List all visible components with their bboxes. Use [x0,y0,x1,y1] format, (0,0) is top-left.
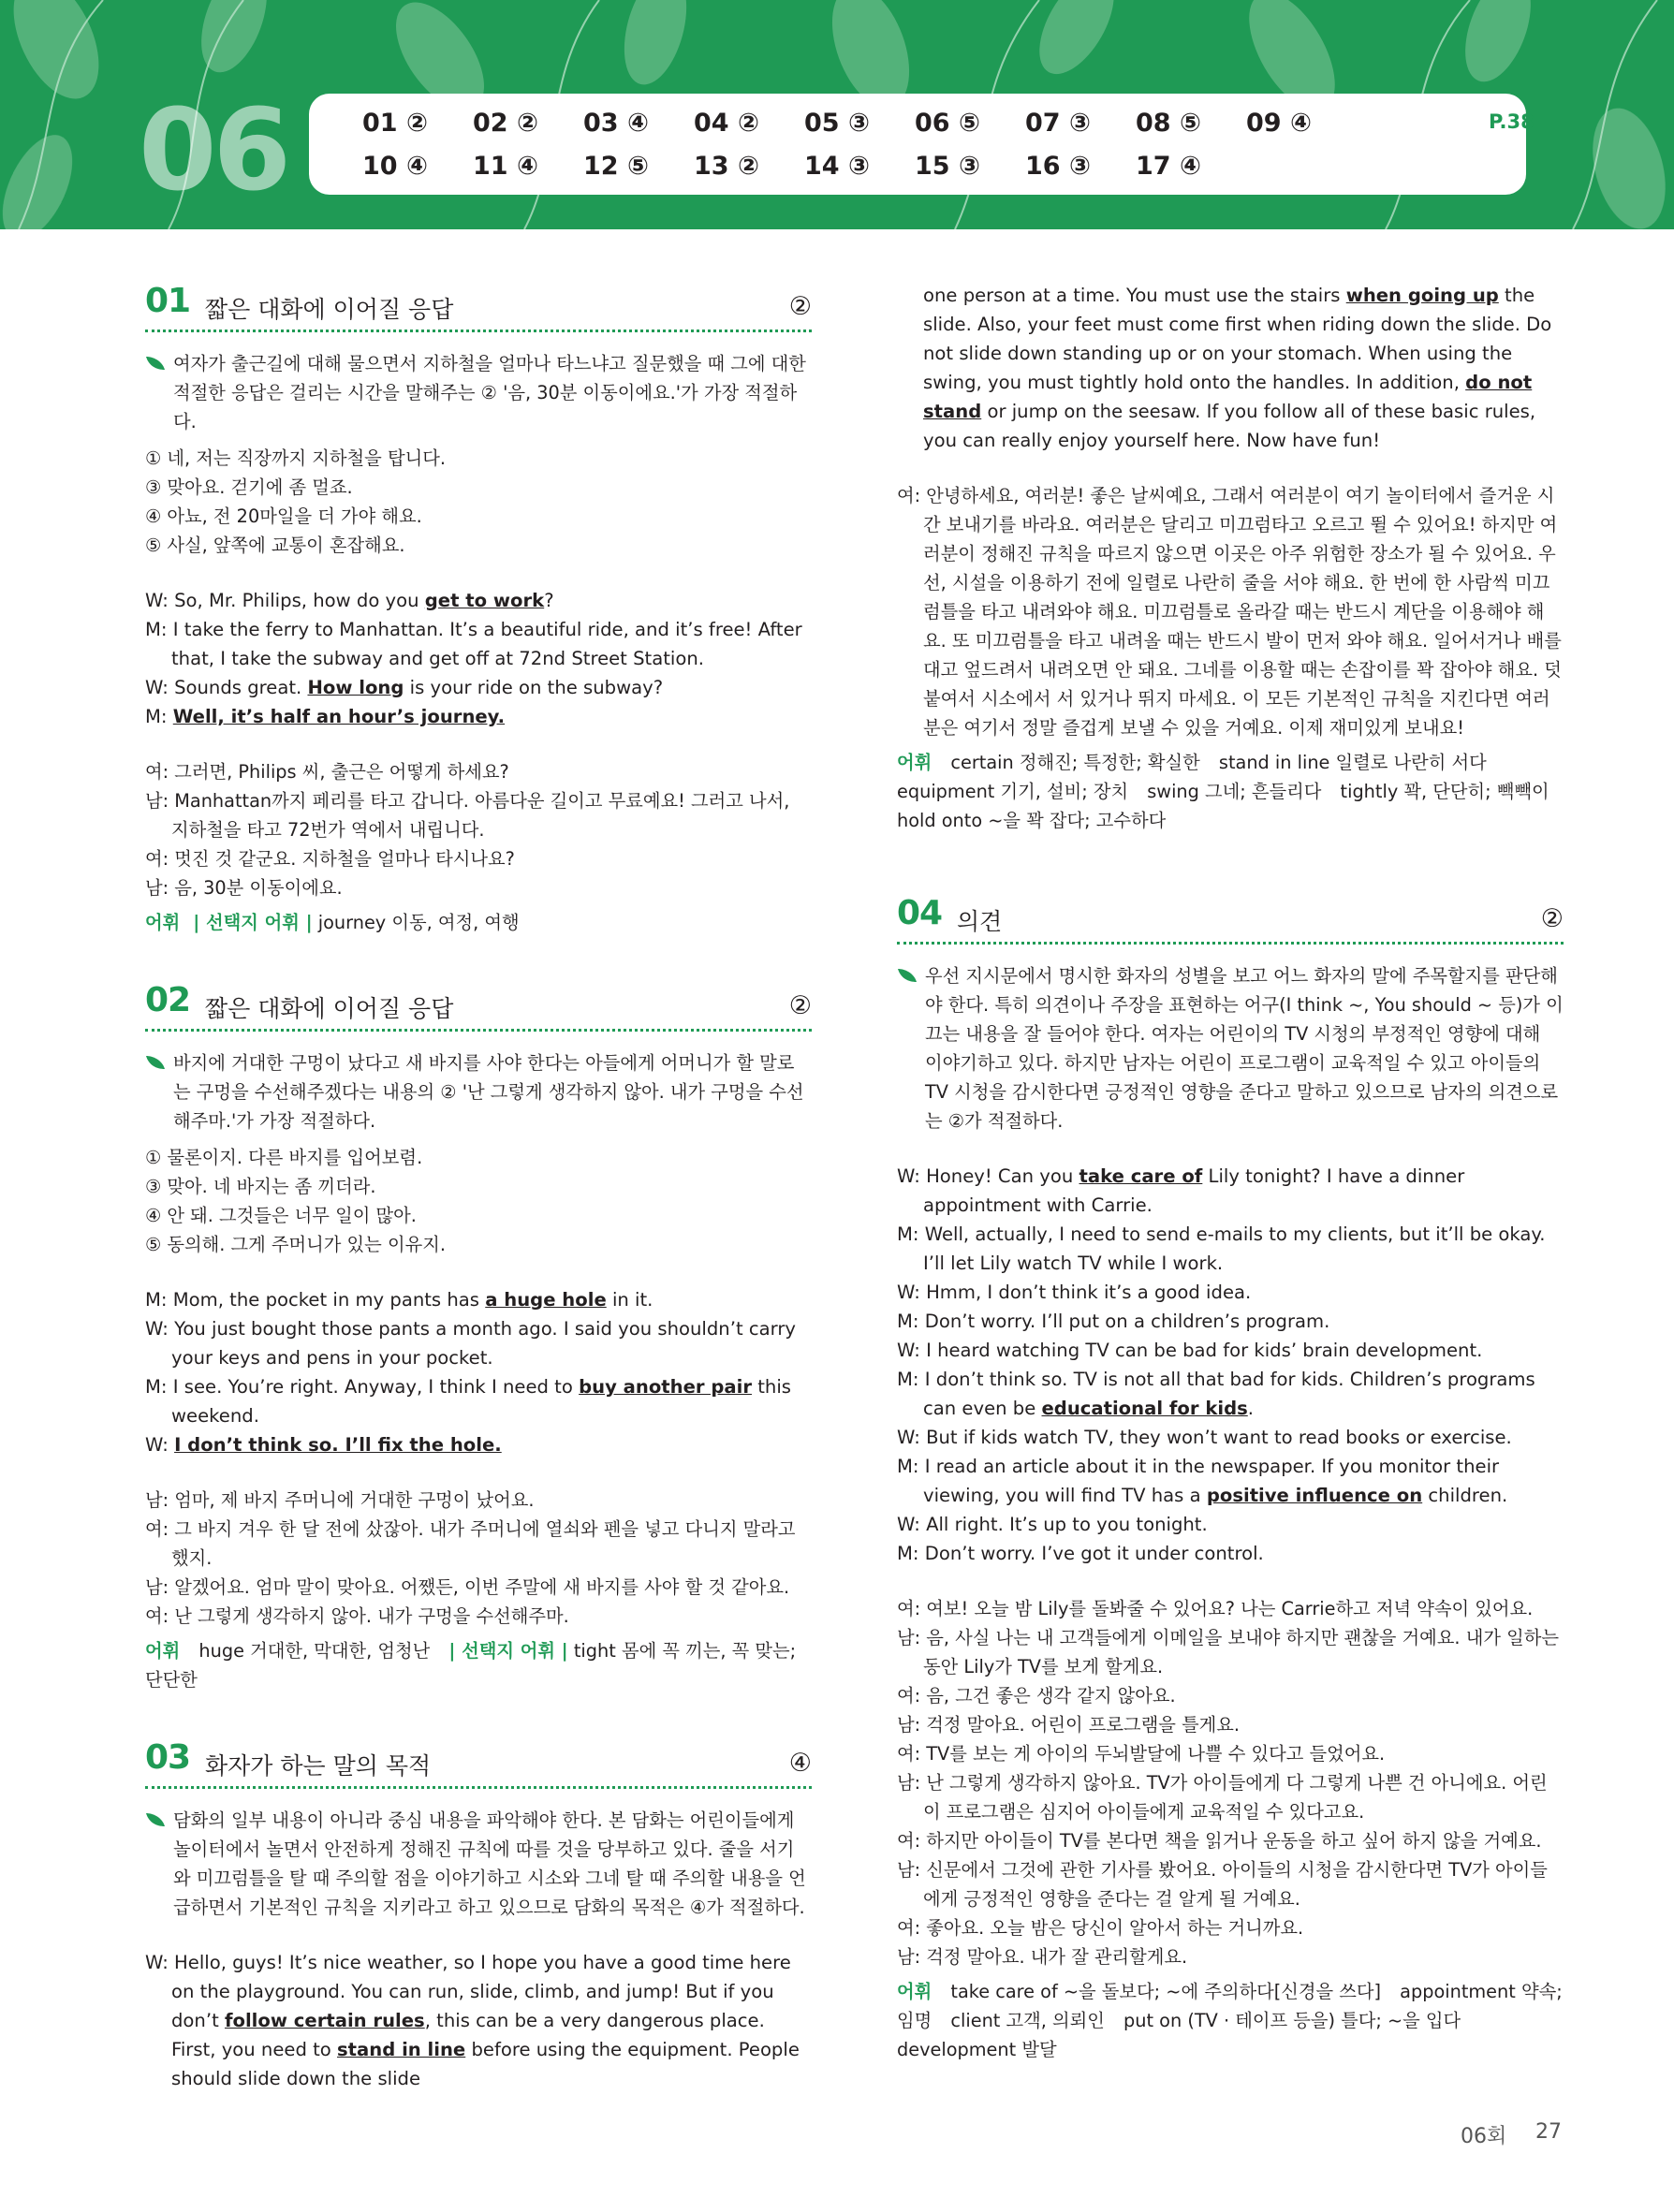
explanation: 바지에 거대한 구멍이 났다고 새 바지를 사야 한다는 아들에게 어머니가 할 말로는 구멍을 수선해주겠다는 내용의 ② '난 그렇게 생각하지 않아. 내가 구멍을 수선해주마.'가 가장 적절하다. [145,1048,812,1135]
dialogue-line: W: Honey! Can you take care of Lily tonight? I have a dinner appointment with Carrie. [897,1165,1465,1216]
section-answer: ② [788,292,812,321]
option-item: ③ 맞아. 네 바지는 좀 끼더라. [145,1176,376,1197]
dialogue-line: M: I see. You’re right. Anyway, I think I need to buy another pair this weekend. [145,1376,791,1427]
translation-line: 여: 음, 그건 좋은 생각 같지 않아요. [897,1685,1176,1707]
section-answer: ② [1540,904,1564,933]
page-reference: P.38 [1489,110,1534,133]
monologue-continuation: one person at a time. You must use the stairs when going up the slide. Also, your feet must come first when riding down the slide. Do not slide down standing up or on your stomach. When using the swing, you must tightly hold onto the handles. In addition, do not stand or jump on the seesaw. If you follow all of these basic rules, you can really enjoy yourself here. Now have fun! [923,285,1552,451]
answer-09: 09 ④ [1246,109,1312,138]
option-item: ① 네, 저는 직장까지 지하철을 탑니다. [145,447,446,469]
option-item: ⑤ 동의해. 그게 주머니가 있는 이유지. [145,1234,446,1255]
translation [145,1486,812,1631]
section-header [145,1738,812,1789]
section-number: 01 [145,282,191,320]
dialogue-line: W: Hmm, I don’t think it’s a good idea. [897,1282,1252,1303]
unit-number: 06 [139,86,287,216]
option-item: ③ 맞아요. 걷기에 좀 멀죠. [145,476,353,498]
translation-line: 여: 멋진 것 같군요. 지하철을 얼마나 타시나요? [145,848,515,870]
answer-05: 05 ③ [804,109,870,138]
dialogue-line: M: Don’t worry. I’ll put on a children’s program. [897,1311,1330,1332]
explanation: 우선 지시문에서 명시한 화자의 성별을 보고 어느 화자의 말에 주목할지를 판단해야 한다. 특히 의견이나 주장을 표현하는 어구(I think ~, You should ~ 등)가 이끄는 내용을 잘 들어야 한다. 여자는 어린이의 TV 시청의 부정적인 영향에 대해 이야기하고 있다. 하지만 남자는 어린이 프로그램이 교육적일 수 있고 아이들의 TV 시청을 감시한다면 긍정적인 영향을 준다고 말하고 있으므로 남자의 의견으로는 ②가 적절하다. [897,961,1564,1135]
section-header [145,981,812,1032]
section-02 [145,981,812,1694]
translation-line: 여: 좋아요. 오늘 밤은 당신이 알아서 하는 거니까요. [897,1917,1304,1939]
translation-line: 남: 걱정 말아요. 내가 잘 관리할게요. [897,1946,1188,1968]
translation-line: 여: 그 바지 겨우 한 달 전에 샀잖아. 내가 주머니에 열쇠와 펜을 넣고 다니지 말라고 했지. [145,1518,796,1569]
dialogue-line: W: Sounds great. How long is your ride on the subway? [145,677,664,698]
section-01 [145,282,812,937]
dialogue-line: W: All right. It’s up to you tonight. [897,1514,1208,1535]
answer-14: 14 ③ [804,152,870,181]
answer-07: 07 ③ [1025,109,1091,138]
vocabulary: 어휘 huge 거대한, 막대한, 엄청난 | 선택지 어휘 | tight 몸에 꼭 끼는, 꼭 맞는; 단단한 [145,1640,797,1691]
answer-04: 04 ② [694,109,759,138]
translation: 여: 안녕하세요, 여러분! 좋은 날씨예요, 그래서 여러분이 여기 놀이터에서 즐거운 시간 보내기를 바라요. 여러분은 달리고 미끄럼타고 오르고 뛸 수 있어요! 하지만 여러분이 정해진 규칙을 따르지 않으면 이곳은 아주 위험한 장소가 될 수 있어요. 우선, 시설을 이용하기 전에 일렬로 나란히 줄을 서야 해요. 한 번에 한 사람씩 미끄럼틀을 타고 내려와야 해요. 미끄럼틀로 올라갈 때는 반드시 계단을 이용해야 해요. 또 미끄럼틀을 타고 내려올 때는 반드시 발이 먼저 와야 해요. 일어서거나 배를 대고 엎드려서 내려오면 안 돼요. 그네를 이용할 때는 손잡이를 꽉 잡아야 해요. 덧붙여서 시소에서 서 있거나 뛰지 마세요. 이 모든 기본적인 규칙을 지킨다면 여러분은 여기서 정말 즐겁게 보낼 수 있을 거예요. 이제 재미있게 보내요! [897,485,1562,739]
section-header [145,282,812,332]
option-list [145,444,812,560]
dialogue [145,586,812,731]
option-item: ④ 아뇨, 전 20마일을 더 가야 해요. [145,505,422,527]
answer-12: 12 ⑤ [583,152,649,181]
translation-line: 여: 여보! 오늘 밤 Lily를 돌봐줄 수 있어요? 나는 Carrie하고 저녁 약속이 있어요. [897,1598,1534,1619]
answer-11: 11 ④ [473,152,538,181]
section-number: 04 [897,894,943,932]
translation-line: 남: 신문에서 그것에 관한 기사를 봤어요. 아이들의 시청을 감시한다면 TV가 아이들에게 긍정적인 영향을 준다는 걸 알게 될 거예요. [897,1859,1548,1910]
explanation: 여자가 출근길에 대해 물으면서 지하철을 얼마나 타느냐고 질문했을 때 그에 대한 적절한 응답은 걸리는 시간을 말해주는 ② '음, 30분 이동이에요.'가 가장 적절하다. [145,349,812,436]
answer-16: 16 ③ [1025,152,1091,181]
section-number: 02 [145,981,191,1019]
header-banner [0,0,1674,229]
section-title: 의견 [957,908,1003,935]
translation-line: 여: 그러면, Philips 씨, 출근은 어떻게 하세요? [145,761,509,783]
left-column [145,281,812,2093]
dialogue-line: M: I read an article about it in the newspaper. If you monitor their viewing, you will find TV has a positive influence on children. [897,1456,1508,1506]
option-item: ⑤ 사실, 앞쪽에 교통이 혼잡해요. [145,535,405,556]
dialogue-line: W: I heard watching TV can be bad for kids’ brain development. [897,1340,1483,1361]
dialogue-line: M: Well, it’s half an hour’s journey. [145,706,506,727]
answer-15: 15 ③ [915,152,980,181]
leaf-icon [145,1811,166,1828]
translation-line: 여: 난 그렇게 생각하지 않아. 내가 구멍을 수선해주마. [145,1605,569,1627]
page-number: 27 [1535,2120,1562,2144]
translation [897,1594,1564,1971]
leaf-icon [897,967,918,984]
right-column [897,281,1564,2064]
answer-10: 10 ④ [362,152,428,181]
section-answer: ④ [788,1749,812,1778]
dialogue-line: W: But if kids watch TV, they won’t want to read books or exercise. [897,1427,1512,1448]
answer-06: 06 ⑤ [915,109,980,138]
section-number: 03 [145,1738,191,1777]
option-item: ① 물론이지. 다른 바지를 입어보렴. [145,1147,423,1168]
unit-label: 06회 [1461,2125,1507,2148]
option-item: ④ 안 돼. 그것들은 너무 일이 많아. [145,1205,417,1226]
answer-02: 02 ② [473,109,538,138]
answer-key-box [309,94,1534,195]
section-title: 화자가 하는 말의 목적 [205,1752,432,1780]
translation-line: 여: 하지만 아이들이 TV를 본다면 책을 읽거나 운동을 하고 싶어 하지 않을 거예요. [897,1830,1542,1852]
vocabulary: 어휘 take care of ~을 돌보다; ~에 주의하다[신경을 쓰다] appointment 약속; 임명 client 고객, 의뢰인 put on (TV · 테이프 등을) 틀다; ~을 입다 development 발달 [897,1981,1563,2060]
translation-line: 남: 난 그렇게 생각하지 않아요. TV가 아이들에게 다 그렇게 나쁜 건 아니에요. 어린이 프로그램은 심지어 아이들에게 교육적일 수 있다고요. [897,1772,1548,1823]
translation-line: 남: 음, 사실 나는 내 고객들에게 이메일을 보내야 하지만 괜찮을 거예요. 내가 일하는 동안 Lily가 TV를 보게 할게요. [897,1627,1559,1677]
dialogue-line: M: I take the ferry to Manhattan. It’s a beautiful ride, and it’s free! After that, I take the subway and get off at 72nd Street Station. [145,619,802,669]
answer-03: 03 ④ [583,109,649,138]
monologue: W: Hello, guys! It’s nice weather, so I hope you have a good time here on the playground. You can run, slide, climb, and jump! But if you don’t follow certain rules, this can be a very dangerous place. First, you need to stand in line before using the equipment. People should slide down the slide [145,1952,800,2089]
dialogue-line: W: You just bought those pants a month ago. I said you shouldn’t carry your keys and pens in your pocket. [145,1318,796,1369]
section-header [897,894,1564,945]
monologue-continued-next-column: before using the equipment. People should slide down the slide [171,2039,800,2089]
dialogue-line: M: Well, actually, I need to send e-mails to my clients, but it’ll be okay. I’ll let Lily watch TV while I work. [897,1223,1546,1274]
answer-01: 01 ② [362,109,428,138]
vocabulary: 어휘 | 선택지 어휘 | journey 이동, 여정, 여행 [145,912,520,933]
translation-line: 남: Manhattan까지 페리를 타고 갑니다. 아름다운 길이고 무료예요! 그러고 나서, 지하철을 타고 72번가 역에서 내립니다. [145,790,790,841]
dialogue [145,1285,812,1459]
translation-line: 남: 걱정 말아요. 어린이 프로그램을 틀게요. [897,1714,1241,1736]
leaf-icon [145,1054,166,1071]
vocabulary: 어휘 certain 정해진; 특정한; 확실한 stand in line 일렬로 나란히 서다 equipment 기기, 설비; 장치 swing 그네; 흔들리다 tightly 꽉, 단단히; 빽빽이 hold onto ~을 꽉 잡다; 고수하다 [897,752,1549,831]
dialogue-line: W: I don’t think so. I’ll fix the hole. [145,1434,502,1456]
section-title: 짧은 대화에 이어질 응답 [205,995,454,1022]
answer-13: 13 ② [694,152,759,181]
section-03 [145,1738,812,2093]
dialogue-line: W: So, Mr. Philips, how do you get to work? [145,590,554,611]
translation [145,757,812,902]
section-answer: ② [788,991,812,1020]
option-list [145,1143,812,1259]
dialogue [897,1162,1564,1568]
section-title: 짧은 대화에 이어질 응답 [205,296,454,323]
dialogue-line: M: Don’t worry. I’ve got it under control. [897,1543,1264,1564]
leaf-icon [145,355,166,372]
dialogue-line: M: Mom, the pocket in my pants has a huge hole in it. [145,1289,653,1311]
translation-line: 남: 알겠어요. 엄마 말이 맞아요. 어쨌든, 이번 주말에 새 바지를 사야 할 것 같아요. [145,1576,790,1598]
translation-line: 여: TV를 보는 게 아이의 두뇌발달에 나쁠 수 있다고 들었어요. [897,1743,1386,1765]
explanation: 담화의 일부 내용이 아니라 중심 내용을 파악해야 한다. 본 담화는 어린이들에게 놀이터에서 놀면서 안전하게 정해진 규칙에 따를 것을 당부하고 있다. 줄을 서기와 미끄럼틀을 탈 때 주의할 점을 이야기하고 시소와 그네 탈 때 주의할 내용을 언급하면서 기본적인 규칙을 지키라고 하고 있으므로 담화의 목적은 ④가 적절하다. [145,1806,812,1922]
answer-17: 17 ④ [1136,152,1201,181]
translation-line: 남: 음, 30분 이동이에요. [145,877,343,899]
section-04 [897,894,1564,2064]
section-03-continued [897,281,1564,835]
answer-08: 08 ⑤ [1136,109,1201,138]
translation-line: 남: 엄마, 제 바지 주머니에 거대한 구멍이 났어요. [145,1489,535,1511]
dialogue-line: M: I don’t think so. TV is not all that bad for kids. Children’s programs can even be educational for kids. [897,1369,1535,1419]
